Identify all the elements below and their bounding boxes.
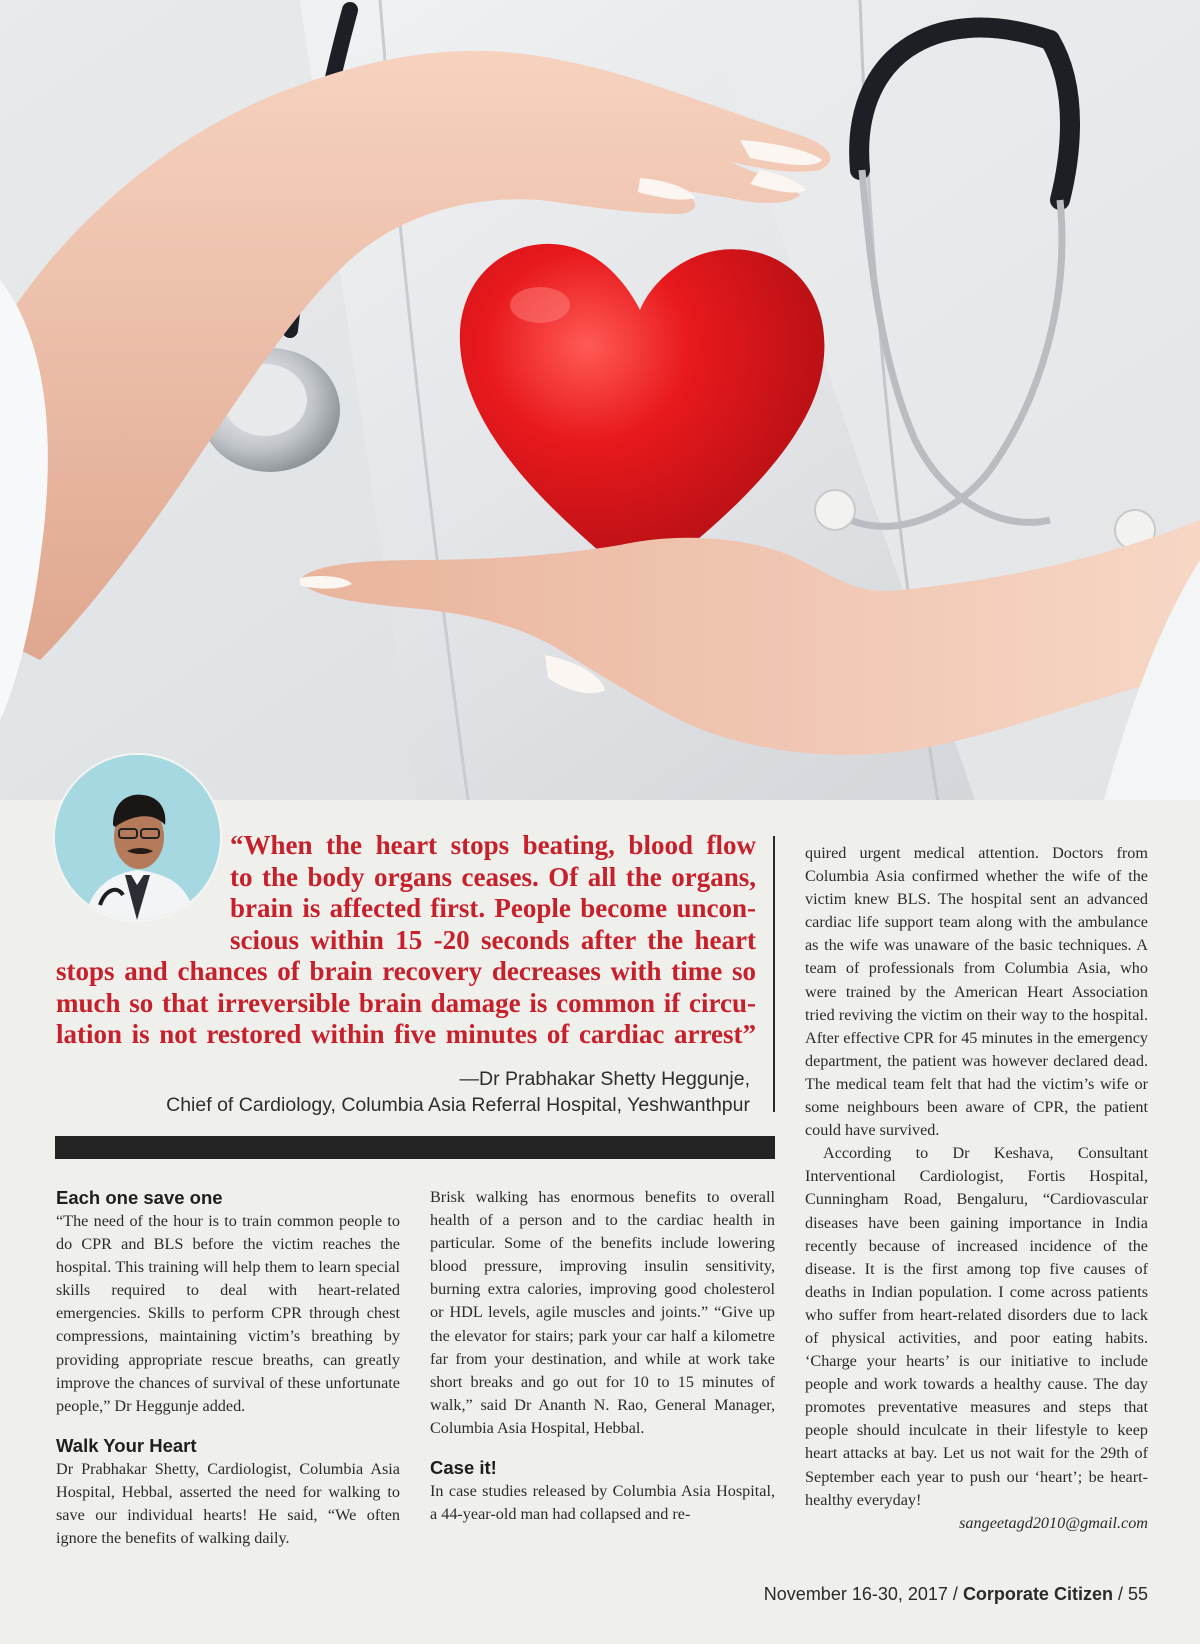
quote-line: scious within 15 -20 seconds after the heart: [230, 924, 756, 955]
paragraph: “The need of the hour is to train common people to do CPR and BLS before the victim reaches the hospital. This training will help them to learn special skills required to deal with heart-related emergencies. Skills to perform CPR through chest compressions, maintaining victim’s breathing by providing appropriate rescue breaths, can greatly improve the chances of survival of these unfortunate people,” Dr Heggunje added.: [56, 1212, 400, 1415]
heading-each-one-save-one: Each one save one: [56, 1187, 223, 1208]
hero-photo: [0, 0, 1200, 815]
attribution-name: —Dr Prabhakar Shetty Heggunje,: [459, 1068, 750, 1090]
issue-date: November 16-30, 2017 /: [763, 1584, 958, 1604]
author-email: sangeetagd2010@gmail.com: [959, 1513, 1148, 1532]
quote-line: “When the heart stops beating, blood flow: [230, 830, 756, 860]
paragraph: Brisk walking has enormous benefits to overall health of a person and to the cardiac health in particular. Some of the benefits include lowering blood pressure, improving insulin sensitivity, burning extra calories, improving good cholesterol or HDL levels, agile muscles and joints.” “Give up the elevator for stairs; park your car half a kilometre far from your destination, and while at work take short breaks and go out for 10 to 15 minutes of walk,” said Dr Ananth N. Rao, General Manager, Columbia Asia Hospital, Hebbal.: [430, 1188, 775, 1437]
heading-case-it: Case it!: [430, 1457, 497, 1479]
magazine-name: Corporate Citizen: [962, 1584, 1113, 1604]
quote-line: stops and chances of brain recovery decreases with time so: [56, 956, 756, 986]
section-rule: [55, 1136, 775, 1159]
article-column-2: [430, 1186, 775, 1526]
heading-walk-your-heart: Walk Your Heart: [56, 1434, 197, 1456]
article-column-3: [805, 842, 1148, 1535]
paragraph: In case studies released by Columbia Asia Hospital, a 44-year-old man had collapsed and re-: [430, 1482, 775, 1524]
heart-in-hands-illustration: [0, 0, 1200, 815]
paragraph: Dr Prabhakar Shetty, Cardiologist, Columbia Asia Hospital, Hebbal, asserted the need for walking to save our individual hearts! He said, “We often ignore the benefits of walking daily.: [56, 1459, 400, 1548]
quote-wrap-spacer: [56, 830, 230, 956]
paragraph: According to Dr Keshava, Consultant Interventional Cardiologist, Fortis Hospital, Cunningham Road, Bengaluru, “Cardiovascular diseases have been gaining importance in India recently because of increased incidence of the disease. It is the first among top five causes of deaths in Indian population. I come across patients who suffer from heart-related disorders due to lack of physical activities, and poor eating habits. ‘Charge your hearts’ is our initiative to include people and work towards a healthy cause. The day promotes preventative measures and steps that people should inculcate in their lifestyle to keep heart attacks at bay. Let us not wait for the 29th of September each year to push our ‘heart’; be heart-healthy everyday!: [805, 1144, 1148, 1509]
page-footer: [764, 1584, 1148, 1605]
pull-quote: [56, 830, 756, 1051]
quote-attribution: [60, 1066, 750, 1118]
quote-line: lation is not restored within five minutes of cardiac arrest”: [56, 1019, 756, 1049]
paragraph: quired urgent medical attention. Doctors from Columbia Asia confirmed whether the wife of the victim knew BLS. The hospital sent an advanced cardiac life support team along with the ambulance as the wife was unaware of the basic techniques. A team of professionals from Columbia Asia, who were trained by the American Heart Association tried reviving the victim on their way to the hospital. After effective CPR for 45 minutes in the emergency department, the patient was however declared dead. The medical team felt that had the victim’s wife or some neighbours been aware of CPR, the patient could have survived.: [805, 844, 1148, 1140]
quote-line: brain is affected first. People become uncon-: [230, 893, 756, 923]
column-divider: [773, 836, 775, 1112]
attribution-title: Chief of Cardiology, Columbia Asia Referral Hospital, Yeshwanthpur: [166, 1094, 750, 1116]
article-column-1: [56, 1186, 400, 1550]
quote-line: much so that irreversible brain damage is common if circu-: [56, 987, 756, 1018]
page-number: / 55: [1117, 1584, 1148, 1604]
quote-line: to the body organs ceases. Of all the organs,: [230, 861, 756, 892]
